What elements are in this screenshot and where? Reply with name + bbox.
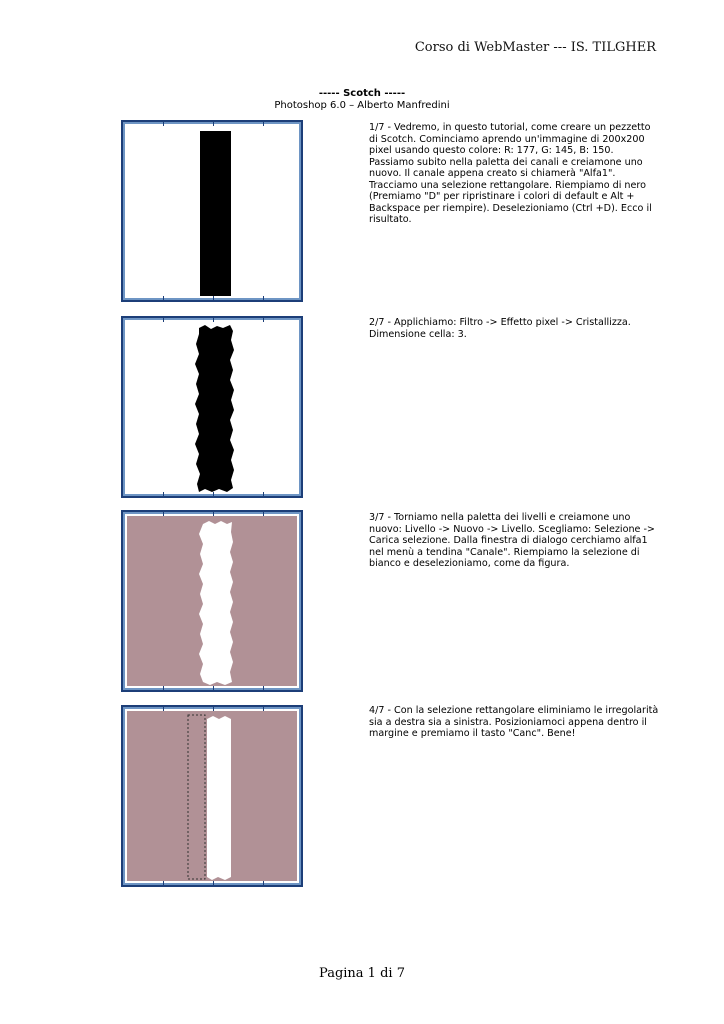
black-channel-rectangle: [200, 131, 231, 296]
trimmed-scotch-strip: [127, 711, 297, 881]
step-3-image: [121, 510, 303, 692]
page-footer: Pagina 1 di 7: [319, 966, 405, 981]
step-4-image: [121, 705, 303, 887]
step-2-text: 2/7 - Applichiamo: Filtro -> Effetto pixel -> Cristallizza. Dimensione cella: 3.: [369, 317, 631, 340]
step-3-canvas: [127, 516, 297, 686]
step-4-text: 4/7 - Con la selezione rettangolare eliminiamo le irregolarità sia a destra sia a sinistra. Posizioniamoci appena dentro il margine e premiamo il tasto "Canc". Bene!: [369, 705, 659, 739]
document-title: ----- Scotch -----: [318, 88, 406, 99]
crystallized-black-rectangle: [127, 322, 297, 492]
step-2-image: [121, 316, 303, 498]
page-header: Corso di WebMaster --- IS. TILGHER: [414, 40, 656, 55]
white-scotch-strip: [127, 516, 297, 686]
document-subtitle: Photoshop 6.0 – Alberto Manfredini: [274, 100, 450, 111]
step-1-canvas: [127, 126, 297, 296]
step-1-image: [121, 120, 303, 302]
step-2-canvas: [127, 322, 297, 492]
step-1-text: 1/7 - Vedremo, in questo tutorial, come creare un pezzetto di Scotch. Cominciamo aprendo un'immagine di 200x200 pixel usando questo colore: R: 177, G: 145, B: 150. Passiamo subito nella paletta dei canali e creiamone uno nuovo. Il canale appena creato si chiamerà "Alfa1". Tracciamo una selezione rettangolare. Riempiamo di nero (Premiamo "D" per ripristinare i colori di default e Alt + Backspace per riempire). Deselezioniamo (Ctrl +D). Ecco il risultato.: [369, 122, 652, 225]
step-4-canvas: [127, 711, 297, 881]
step-3-text: 3/7 - Torniamo nella paletta dei livelli e creiamone uno nuovo: Livello -> Nuovo -> Livello. Scegliamo: Selezione -> Carica selezione. Dalla finestra di dialogo cerchiamo alfa1 nel menù a tendina "Canale". Riempiamo la selezione di bianco e deselezioniamo, come da figura.: [369, 512, 655, 569]
